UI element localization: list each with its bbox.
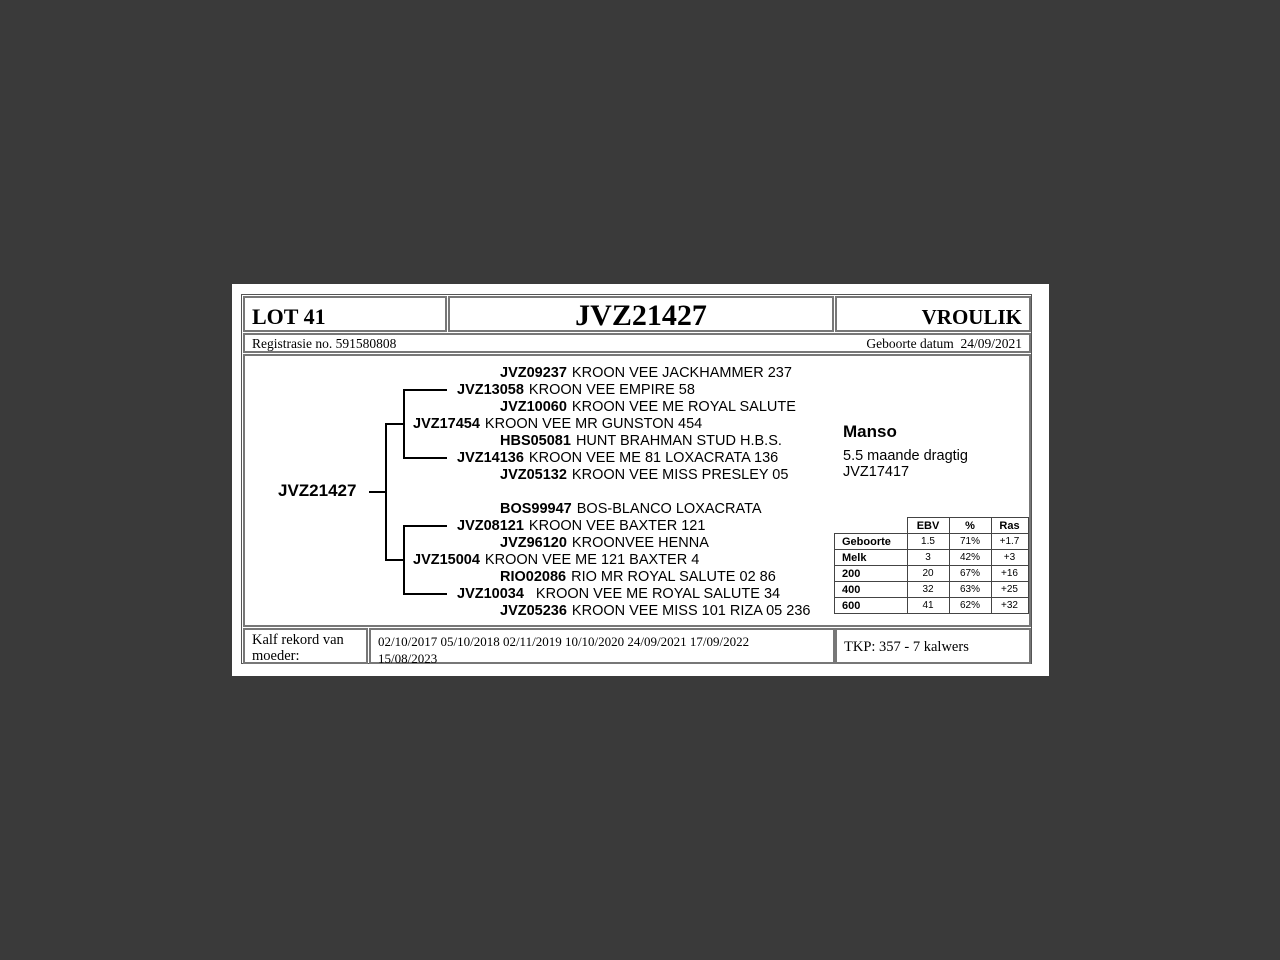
tkp-value: TKP: 357 - 7 kalwers <box>844 639 969 655</box>
pedigree-ddd <box>500 603 810 620</box>
pedigree-dam-dam <box>457 586 780 603</box>
pedigree-dss <box>500 501 762 518</box>
ebv-value: 3 <box>907 550 949 566</box>
ebv-row <box>835 582 1029 598</box>
pedigree-sdd <box>500 467 788 484</box>
calf-dates-cell <box>369 628 835 664</box>
sale-catalogue-card <box>232 284 1049 676</box>
pedigree-ssd <box>500 399 796 416</box>
ddd-id: JVZ05236 <box>500 603 567 619</box>
sex-cell <box>835 296 1031 332</box>
pedigree-sire <box>413 416 702 433</box>
dam-dam-name: KROON VEE ME ROYAL SALUTE 34 <box>535 586 781 602</box>
lot-number: LOT 41 <box>252 304 326 329</box>
dsd-id: JVZ96120 <box>500 535 567 551</box>
animal-id: JVZ21427 <box>575 299 707 332</box>
sire-connector <box>385 423 405 425</box>
pct-value: 63% <box>949 582 991 598</box>
dam-sire-id: JVZ08121 <box>457 518 524 534</box>
sss-id: JVZ09237 <box>500 365 567 381</box>
notes-line-2: JVZ17417 <box>843 464 910 480</box>
ebv-value: 32 <box>907 582 949 598</box>
dam-name: KROON VEE ME 121 BAXTER 4 <box>484 552 700 568</box>
dsd-name: KROONVEE HENNA <box>571 535 709 551</box>
ssd-id: JVZ10060 <box>500 399 567 415</box>
ebv-table <box>834 517 1029 614</box>
birth-date-label: Geboorte datum <box>866 336 954 351</box>
pedigree-sire-dam <box>457 450 778 467</box>
sire-sire-connector <box>403 389 447 391</box>
main-vertical <box>385 423 387 559</box>
dam-dam-id: JVZ10034 <box>457 586 524 602</box>
birth-date-value: 24/09/2021 <box>960 336 1022 351</box>
dam-id: JVZ15004 <box>413 552 480 568</box>
pct-value: 42% <box>949 550 991 566</box>
registration-label: Registrasie no. <box>252 336 333 351</box>
card-frame <box>241 294 1032 664</box>
sire-dam-name: KROON VEE ME 81 LOXACRATA 136 <box>528 450 779 466</box>
pedigree-dam-sire <box>457 518 705 535</box>
ebv-row-label: 600 <box>835 598 908 614</box>
dam-connector <box>385 559 405 561</box>
pedigree-sss <box>500 365 792 382</box>
sds-name: HUNT BRAHMAN STUD H.B.S. <box>575 433 782 449</box>
sire-vertical <box>403 389 405 458</box>
ras-value: +32 <box>991 598 1028 614</box>
ebv-header: EBV <box>907 518 949 534</box>
pedigree-area <box>243 354 1031 627</box>
ebv-row-label: Melk <box>835 550 908 566</box>
sire-sire-name: KROON VEE EMPIRE 58 <box>528 382 695 398</box>
info-row <box>243 333 1031 353</box>
pedigree-subject: JVZ21427 <box>278 481 357 500</box>
ras-value: +16 <box>991 566 1028 582</box>
sire-id: JVZ17454 <box>413 416 480 432</box>
sire-sire-id: JVZ13058 <box>457 382 524 398</box>
pedigree-sire-sire <box>457 382 695 399</box>
calf-record-label: Kalf rekord van moeder: <box>252 632 344 664</box>
dds-id: RIO02086 <box>500 569 567 585</box>
dam-sire-connector <box>403 525 447 527</box>
tkp-cell <box>835 628 1031 664</box>
dam-sire-name: KROON VEE BAXTER 121 <box>528 518 706 534</box>
pedigree-dam <box>413 552 699 569</box>
ras-value: +1.7 <box>991 534 1028 550</box>
subject-connector <box>369 491 385 493</box>
ddd-name: KROON VEE MISS 101 RIZA 05 236 <box>571 603 811 619</box>
pedigree-dsd <box>500 535 709 552</box>
pct-value: 71% <box>949 534 991 550</box>
ebv-row-label: 400 <box>835 582 908 598</box>
notes-title: Manso <box>843 422 897 441</box>
ebv-header-row <box>835 518 1029 534</box>
registration-no: 591580808 <box>335 336 397 351</box>
dss-name: BOS-BLANCO LOXACRATA <box>576 501 762 517</box>
lot-cell <box>243 296 447 332</box>
dds-name: RIO MR ROYAL SALUTE 02 86 <box>571 569 776 585</box>
ebv-row <box>835 550 1029 566</box>
pedigree-sds <box>500 433 782 450</box>
sire-name: KROON VEE MR GUNSTON 454 <box>484 416 703 432</box>
ebv-row <box>835 598 1029 614</box>
sire-dam-connector <box>403 457 447 459</box>
ebv-value: 20 <box>907 566 949 582</box>
birth-date <box>866 336 1022 352</box>
ras-value: +3 <box>991 550 1028 566</box>
dss-id: BOS99947 <box>500 501 572 517</box>
calf-label-cell <box>243 628 368 664</box>
pct-value: 62% <box>949 598 991 614</box>
ebv-row-label: Geboorte <box>835 534 908 550</box>
pct-header: % <box>949 518 991 534</box>
ebv-row <box>835 534 1029 550</box>
sdd-id: JVZ05132 <box>500 467 567 483</box>
sss-name: KROON VEE JACKHAMMER 237 <box>571 365 792 381</box>
sire-dam-id: JVZ14136 <box>457 450 524 466</box>
ebv-row-label: 200 <box>835 566 908 582</box>
notes-line-1: 5.5 maande dragtig <box>843 448 968 464</box>
ebv-corner <box>835 518 908 534</box>
registration <box>252 336 396 352</box>
ras-value: +25 <box>991 582 1028 598</box>
id-cell <box>448 296 834 332</box>
dam-dam-connector <box>403 593 447 595</box>
pct-value: 67% <box>949 566 991 582</box>
dam-vertical <box>403 525 405 594</box>
notes-block <box>843 422 968 480</box>
calf-record-dates: 02/10/2017 05/10/2018 02/11/2019 10/10/2020 24/09/2021 17/09/2022 15/08/2023 <box>378 634 750 666</box>
ebv-value: 1.5 <box>907 534 949 550</box>
sdd-name: KROON VEE MISS PRESLEY 05 <box>571 467 789 483</box>
ssd-name: KROON VEE ME ROYAL SALUTE <box>571 399 796 415</box>
sds-id: HBS05081 <box>500 433 571 449</box>
ebv-row <box>835 566 1029 582</box>
animal-sex: VROULIK <box>921 305 1022 329</box>
ebv-value: 41 <box>907 598 949 614</box>
ras-header: Ras <box>991 518 1028 534</box>
pedigree-dds <box>500 569 776 586</box>
